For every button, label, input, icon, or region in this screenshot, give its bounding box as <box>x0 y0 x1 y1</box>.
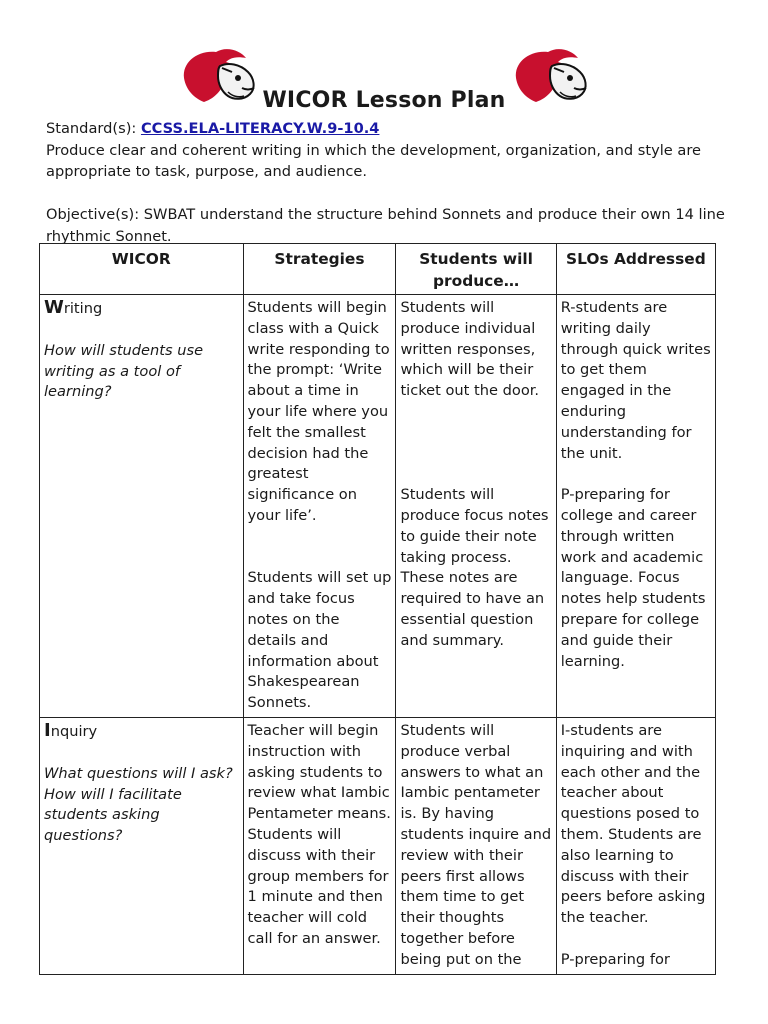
row-heading-writing <box>40 295 244 718</box>
spacer <box>46 183 736 205</box>
lesson-intro <box>46 118 736 247</box>
row-label: nquiry <box>50 722 98 740</box>
produce-text: Students will produce verbal answers to what an Iambic pentameter is. By having students inquire and review with their peers first allows them time to get their thoughts together before being put on the <box>400 721 552 968</box>
slos-cell <box>556 295 715 718</box>
column-header-strategies: Strategies <box>243 244 396 295</box>
page-title: WICOR Lesson Plan <box>262 88 506 113</box>
row-label: riting <box>63 300 103 317</box>
column-header-slos: SLOs Addressed <box>556 244 715 295</box>
row-question: What questions will I ask? How will I facilitate students asking questions? <box>44 764 233 845</box>
objective: Objective(s): SWBAT understand the structure behind Sonnets and produce their own 14 line rhythmic Sonnet. <box>46 206 725 245</box>
standard-description: Produce clear and coherent writing in which the development, organization, and style are appropriate to task, purpose, and audience. <box>46 141 701 180</box>
table-row-writing <box>40 295 716 718</box>
row-initial: W <box>44 297 64 318</box>
wicor-table <box>39 243 716 975</box>
table-header-row <box>40 244 716 295</box>
slos-text: R-students are writing daily through quick writes to get them engaged in the enduring understanding for the unit. P-preparing for college and career through written work and academic language. Focus notes help students prepare for college and guide their learning. <box>560 299 711 670</box>
table-row-inquiry <box>40 717 716 974</box>
standard-link[interactable]: CCSS.ELA-LITERACY.W.9-10.4 <box>140 120 380 137</box>
strategies-cell <box>243 295 396 718</box>
produce-cell <box>396 295 556 718</box>
produce-text: Students will produce individual written responses, which will be their ticket out the door. Students will produce focus notes to guide their note taking process. These notes are required to have an essential question and summary. <box>400 299 549 649</box>
produce-cell <box>396 717 556 974</box>
strategies-cell <box>243 717 396 974</box>
strategies-text: Students will begin class with a Quick write responding to the prompt: ‘Write about a time in your life where you felt the smallest decision had the greatest significance on your life’. Students will set up and take focus notes on the details and information about Shakespearean Sonnets. <box>247 299 392 712</box>
standard-line <box>46 118 736 140</box>
column-header-students-produce: Students will produce… <box>396 244 556 295</box>
column-header-wicor: WICOR <box>40 244 244 295</box>
slos-text: I-students are inquiring and with each other and the teacher about questions posed to them. Students are also learning to discuss with their peers before asking the teacher. P-preparing for <box>560 721 706 968</box>
row-question: How will students use writing as a tool of learning? <box>44 341 204 401</box>
row-heading-inquiry <box>40 717 244 974</box>
strategies-text: Teacher will begin instruction with asking students to review what Iambic Pentameter means. Students will discuss with their group members for 1 minute and then teacher will cold call for an answer. <box>247 721 391 947</box>
standard-label: Standard(s): <box>46 120 141 137</box>
row-initial: I <box>44 719 51 741</box>
page-header <box>0 40 768 120</box>
slos-cell <box>556 717 715 974</box>
